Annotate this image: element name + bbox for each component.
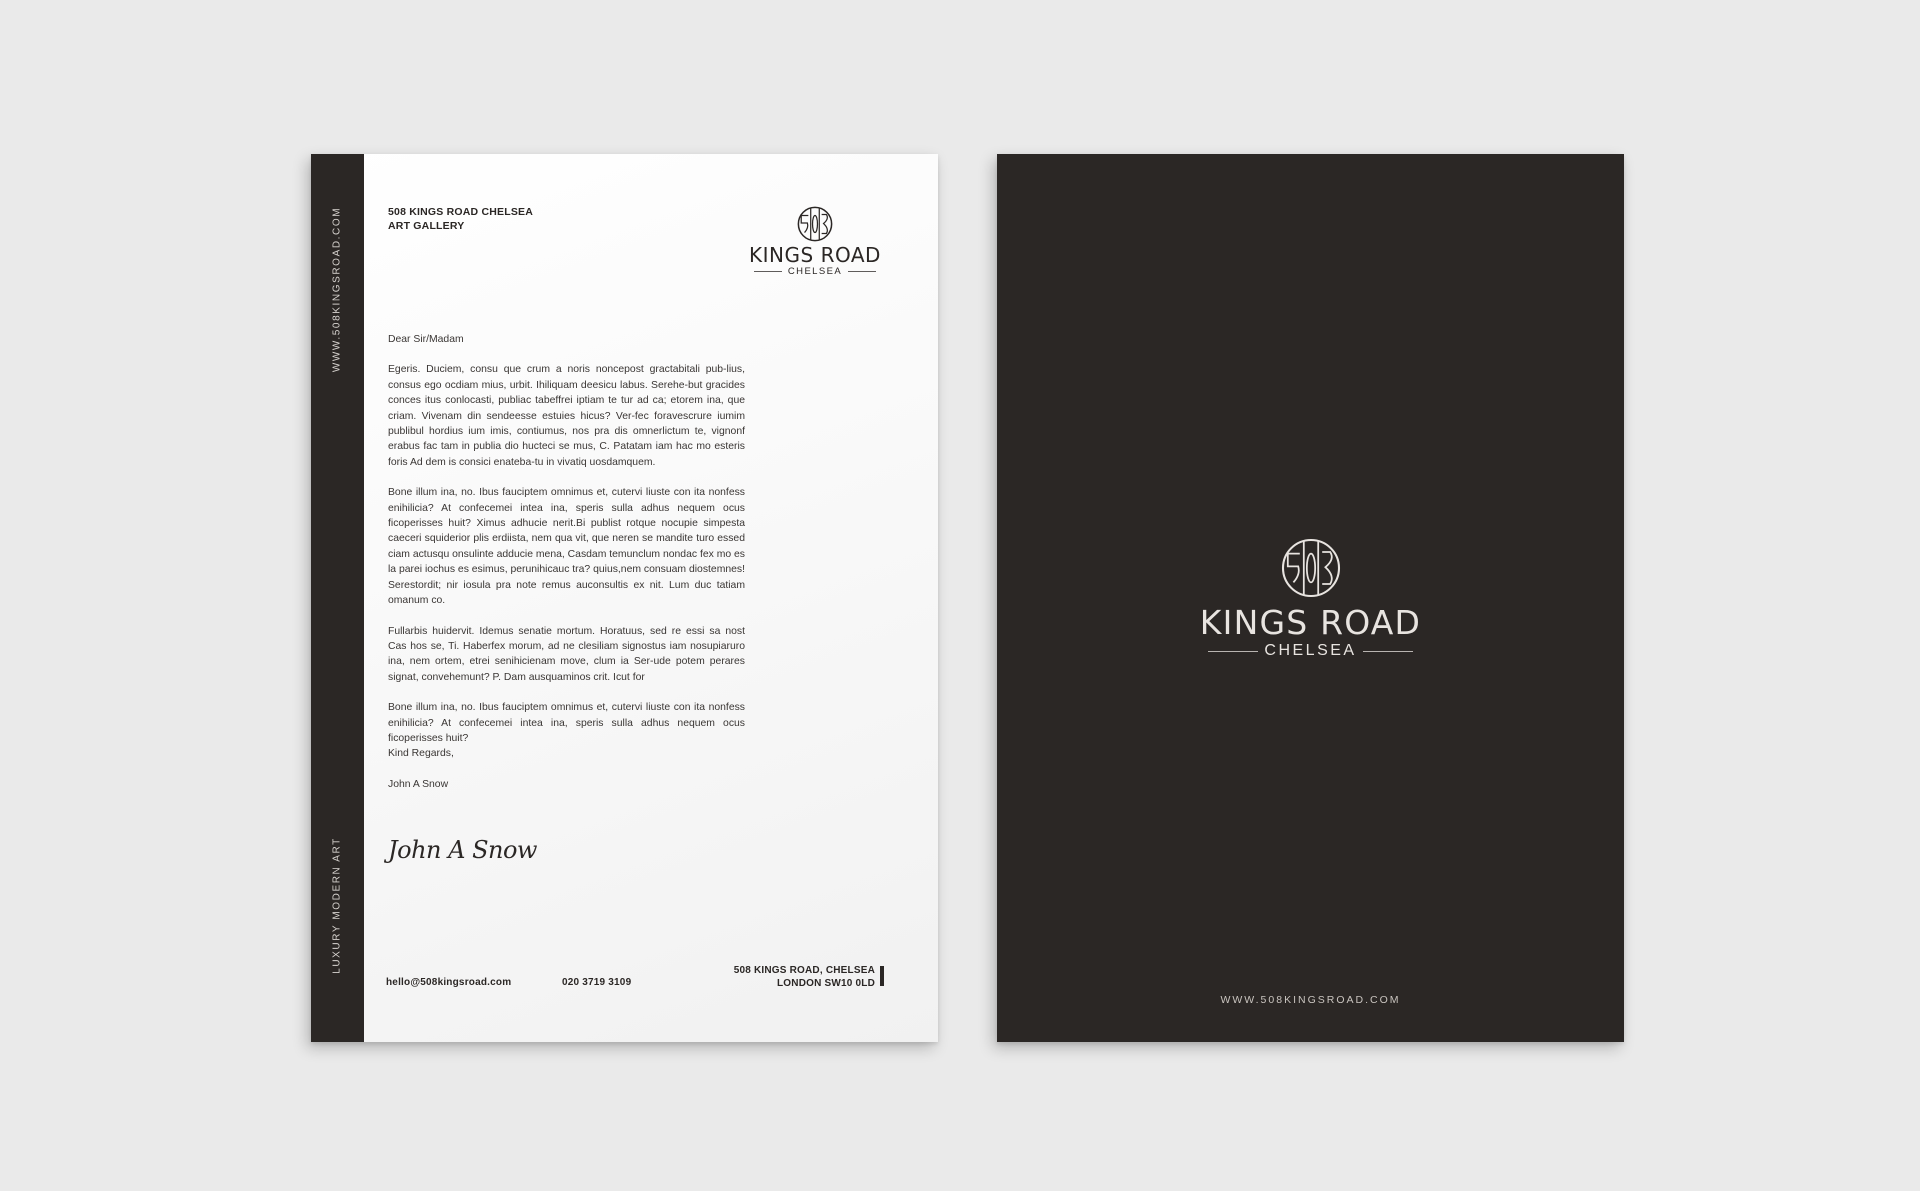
footer-address-line: LONDON SW10 0LD <box>776 978 875 989</box>
brand-name: KINGS ROAD <box>1199 603 1422 642</box>
subline-rule <box>848 271 876 272</box>
header-address-line: 508 KINGS ROAD CHELSEA <box>388 206 534 218</box>
letter-closing: Kind Regards, <box>388 748 454 760</box>
brand-subline <box>1178 642 1443 660</box>
letter-salutation: Dear Sir/Madam <box>388 334 464 345</box>
cover-website: WWW.508KINGSROAD.COM <box>1220 994 1401 1006</box>
side-strip-tagline: LUXURY MODERN ART <box>331 837 343 974</box>
letter-paragraph: Bone illum ina, no. Ibus fauciptem omnimus et, cutervi liuste con ita nonfess enihilicia? At confecemei intea ina, speris sulla adhus nequem ocus ficoperisses huit? Ximus adhucie nerit.Bi publist rotque nocupie simpesta caeceri squiderior plis erdiista, nem qua vit, que neren se mandite turo essed ciam actusqu onsulinte adducie mena, Casdam temunclum nondac fex mo es la parei iochus es esimus, perunihicauc tra? quius,nem consuam diostemnes! Serestordit; nir iosula pra note remus auconsultis ex nit. Lum duc tatiam omanum co. <box>388 487 745 607</box>
brand-subtitle: CHELSEA <box>787 266 843 277</box>
letterhead-sheet <box>311 154 938 1042</box>
brand-name: KINGS ROAD <box>749 243 881 267</box>
side-strip <box>311 154 364 1042</box>
footer-phone: 020 3719 3109 <box>562 977 632 988</box>
header-address-line: ART GALLERY <box>388 220 465 232</box>
footer-accent-bar <box>880 966 884 986</box>
cover-logo <box>1178 536 1443 660</box>
letter-sender-name: John A Snow <box>388 778 449 790</box>
subline-rule <box>754 271 782 272</box>
brand-subline <box>739 266 891 277</box>
letter-paragraph: Fullarbis huidervit. Idemus senatie mortum. Horatuus, sed re essi sa nost Cas hos se, Ti. Haberfex morum, ad ne clesiliam signostus iam nosupiaruro ina, nem ortem, etrei senihicienam move, clum ia Ser-ude potem perares signat, convehemunt? P. Dam ausquaminos crit. Icut for <box>388 625 745 683</box>
508-monogram-icon <box>1279 536 1343 600</box>
footer-address-line: 508 KINGS ROAD, CHELSEA <box>733 965 875 976</box>
header-address <box>388 205 533 233</box>
handwritten-signature: John A Snow <box>388 836 537 864</box>
brand-subtitle: CHELSEA <box>1264 642 1357 659</box>
letter-paragraph: Egeris. Duciem, consu que crum a noris noncepost gractabitali pub-lius, consus ego ocdiam mius, urbit. Ihiliquam deesicu labus. Serehe-but gracides conces itus conlocasti, publiac tabeffrei iptiam te tur ad ca; etorem ina, que criam. Vivenam din sendeesse estuies hicus? Ver-fec foravescrure iumim publibul hordius ium imis, contiumus, nos pra dis omnerlictum te, vignonf erabus fac tam in publia dio hucteci se mus, C. Patatam iam hac mo esteris foris Ad dem is consici enateba-tu in vivatiq uosdamquem. <box>388 364 745 468</box>
footer-address <box>734 964 875 990</box>
508-monogram-icon <box>796 205 834 243</box>
letterhead-logo <box>739 205 891 277</box>
cover-sheet <box>997 154 1624 1042</box>
subline-rule <box>1363 651 1413 652</box>
side-strip-website: WWW.508KINGSROAD.COM <box>331 206 343 373</box>
subline-rule <box>1208 651 1258 652</box>
letter-body <box>388 332 745 807</box>
letter-paragraph: Bone illum ina, no. Ibus fauciptem omnimus et, cutervi liuste con ita nonfess enihilicia? At confecemei intea ina, speris sulla adhus nequem ocus ficoperisses huit? <box>388 702 745 744</box>
footer-email: hello@508kingsroad.com <box>386 977 512 988</box>
letterhead-footer <box>311 964 938 994</box>
